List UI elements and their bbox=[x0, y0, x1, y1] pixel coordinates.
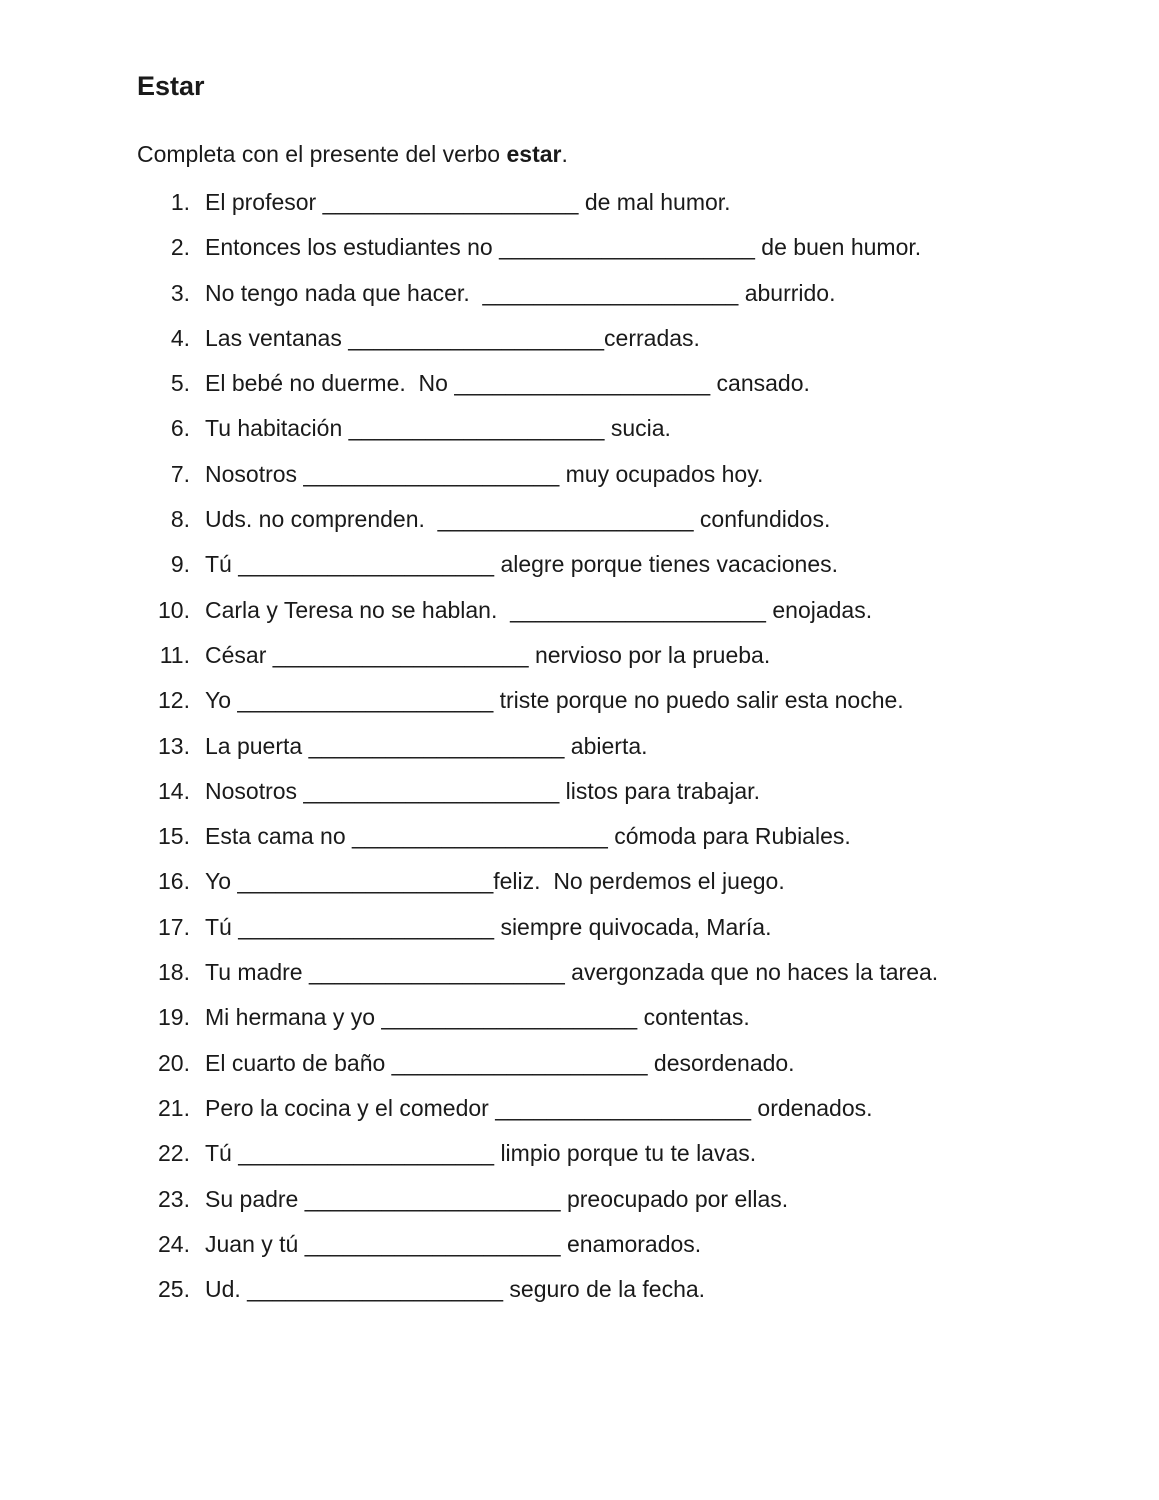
exercise-item bbox=[0, 1047, 1159, 1092]
exercise-item bbox=[0, 684, 1159, 729]
item-number: 11. bbox=[159, 641, 190, 668]
item-sentence: Tu madre ____________________ avergonzada que no haces la tarea. bbox=[205, 959, 939, 986]
exercise-item bbox=[0, 412, 1159, 457]
item-sentence: Nosotros ____________________ listos para trabajar. bbox=[205, 777, 760, 804]
item-number: 5. bbox=[170, 370, 190, 397]
exercise-item bbox=[0, 594, 1159, 639]
item-number: 23. bbox=[158, 1185, 190, 1212]
item-number: 13. bbox=[158, 732, 190, 759]
item-sentence: Yo ____________________ triste porque no puedo salir esta noche. bbox=[205, 687, 904, 714]
item-number: 7. bbox=[170, 460, 190, 487]
item-number: 20. bbox=[158, 1049, 190, 1076]
item-number: 15. bbox=[158, 823, 190, 850]
exercise-item bbox=[0, 277, 1159, 322]
item-sentence: Carla y Teresa no se hablan. ____________________ enojadas. bbox=[205, 596, 873, 623]
exercise-item bbox=[0, 367, 1159, 412]
item-sentence: Nosotros ____________________ muy ocupados hoy. bbox=[205, 460, 764, 487]
item-number: 14. bbox=[158, 777, 190, 804]
item-number: 1. bbox=[170, 189, 190, 215]
instructions bbox=[137, 138, 568, 170]
item-sentence: Tú ____________________ limpio porque tu te lavas. bbox=[205, 1140, 757, 1167]
exercise-item bbox=[0, 1001, 1159, 1046]
exercise-item bbox=[0, 1228, 1159, 1273]
exercise-item bbox=[0, 503, 1159, 548]
exercise-item bbox=[0, 775, 1159, 820]
item-number: 17. bbox=[158, 913, 190, 940]
item-sentence: Yo ____________________feliz. No perdemos el juego. bbox=[205, 868, 785, 895]
item-number: 2. bbox=[170, 234, 190, 261]
item-sentence: Juan y tú ____________________ enamorados. bbox=[205, 1230, 702, 1257]
exercise-list bbox=[0, 186, 1159, 1318]
item-sentence: El bebé no duerme. No ____________________ cansado. bbox=[205, 370, 810, 397]
item-sentence: La puerta ____________________ abierta. bbox=[205, 732, 648, 759]
item-number: 19. bbox=[158, 1004, 190, 1031]
item-number: 4. bbox=[170, 324, 190, 351]
item-sentence: Su padre ____________________ preocupado por ellas. bbox=[205, 1185, 789, 1212]
exercise-item bbox=[0, 911, 1159, 956]
worksheet-title: Estar bbox=[137, 71, 205, 101]
item-sentence: El cuarto de baño ____________________ desordenado. bbox=[205, 1049, 795, 1076]
item-sentence: César ____________________ nervioso por la prueba. bbox=[205, 641, 771, 668]
exercise-item bbox=[0, 458, 1159, 503]
exercise-item bbox=[0, 639, 1159, 684]
exercise-item bbox=[0, 1183, 1159, 1228]
exercise-item bbox=[0, 1273, 1159, 1318]
item-number: 8. bbox=[170, 506, 190, 533]
item-sentence: Las ventanas ____________________cerradas. bbox=[205, 324, 700, 351]
item-number: 25. bbox=[158, 1276, 190, 1303]
item-number: 9. bbox=[170, 551, 190, 578]
item-sentence: El profesor ____________________ de mal humor. bbox=[205, 189, 731, 215]
item-number: 18. bbox=[158, 959, 190, 986]
exercise-item bbox=[0, 186, 1159, 231]
exercise-item bbox=[0, 956, 1159, 1001]
item-sentence: No tengo nada que hacer. ____________________ aburrido. bbox=[205, 279, 836, 306]
item-number: 24. bbox=[158, 1230, 190, 1257]
exercise-item bbox=[0, 1092, 1159, 1137]
item-number: 3. bbox=[170, 279, 190, 306]
item-sentence: Esta cama no ____________________ cómoda para Rubiales. bbox=[205, 823, 851, 850]
item-sentence: Mi hermana y yo ____________________ contentas. bbox=[205, 1004, 750, 1031]
item-sentence: Tu habitación ____________________ sucia. bbox=[205, 415, 671, 442]
item-sentence: Ud. ____________________ seguro de la fecha. bbox=[205, 1276, 706, 1303]
exercise-item bbox=[0, 730, 1159, 775]
item-sentence: Pero la cocina y el comedor ____________________ ordenados. bbox=[205, 1094, 873, 1121]
exercise-item bbox=[0, 322, 1159, 367]
item-number: 6. bbox=[170, 415, 190, 442]
item-number: 12. bbox=[158, 687, 190, 714]
exercise-item bbox=[0, 820, 1159, 865]
item-number: 22. bbox=[158, 1140, 190, 1167]
exercise-item bbox=[0, 865, 1159, 910]
instructions-prefix: Completa con el presente del verbo bbox=[137, 141, 507, 167]
item-sentence: Tú ____________________ siempre quivocada, María. bbox=[205, 913, 772, 940]
item-number: 16. bbox=[158, 868, 190, 895]
instructions-suffix: . bbox=[561, 141, 568, 167]
item-sentence: Uds. no comprenden. ____________________ confundidos. bbox=[205, 506, 831, 533]
exercise-item bbox=[0, 231, 1159, 276]
exercise-item bbox=[0, 548, 1159, 593]
item-number: 21. bbox=[158, 1094, 190, 1121]
item-sentence: Tú ____________________ alegre porque tienes vacaciones. bbox=[205, 551, 839, 578]
item-number: 10. bbox=[158, 596, 190, 623]
instructions-verb: estar bbox=[506, 141, 562, 167]
item-sentence: Entonces los estudiantes no ____________________ de buen humor. bbox=[205, 234, 922, 261]
exercise-item bbox=[0, 1137, 1159, 1182]
